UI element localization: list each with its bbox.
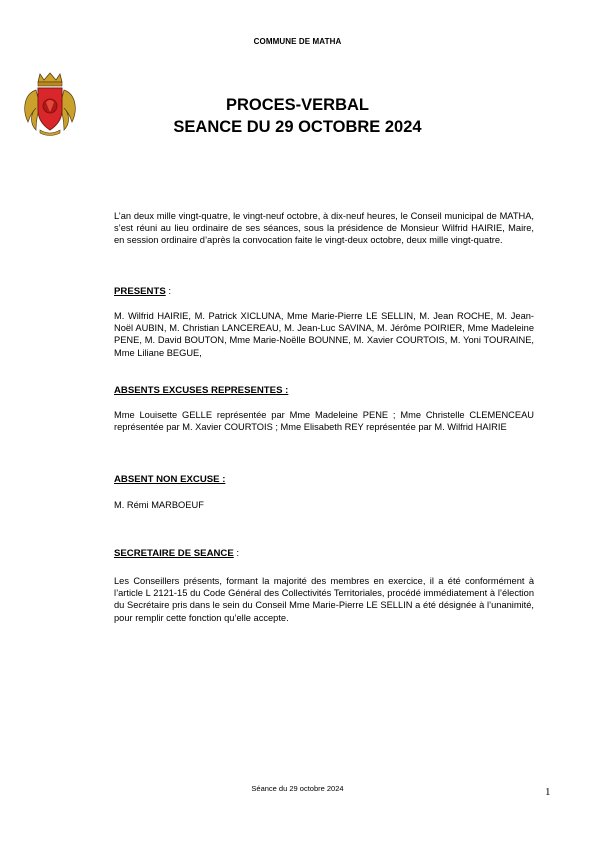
footer-text: Séance du 29 octobre 2024: [251, 784, 344, 793]
presents-heading-colon: :: [165, 286, 172, 297]
commune-header: COMMUNE DE MATHA: [253, 37, 342, 46]
absents-excuses-heading: [114, 385, 288, 396]
document-subtitle: SEANCE DU 29 OCTOBRE 2024: [173, 118, 422, 136]
absent-non-excuse-heading: [114, 474, 225, 485]
secretaire-heading-label: SECRETAIRE DE SEANCE: [114, 548, 234, 559]
absent-non-excuse-heading-label: ABSENT NON EXCUSE :: [114, 474, 226, 485]
presents-list: M. Wilfrid HAIRIE, M. Patrick XICLUNA, Mme Marie-Pierre LE SELLIN, M. Jean ROCHE, M. Jean-Noël AUBIN, M. Christian LANCEREAU, M. Jean-Luc SAVINA, M. Jérôme POIRIER, Mme Madeleine PENE, M. David BOUTON, Mme Marie-Noëlle BOUNNE, M. Xavier COURTOIS, M. Yoni TOURAINE, Mme Liliane BEGUE,: [114, 311, 534, 358]
absent-non-excuse-text: M. Rémi MARBOEUF: [114, 500, 204, 510]
absents-excuses-heading-label: ABSENTS EXCUSES REPRESENTES :: [114, 385, 289, 396]
presents-heading: [114, 286, 171, 297]
document-title: PROCES-VERBAL: [225, 96, 369, 114]
secretaire-heading-colon: :: [233, 548, 240, 559]
presents-heading-label: PRESENTS: [114, 286, 166, 297]
secretaire-text: Les Conseillers présents, formant la majorité des membres en exercice, il a été conformément à l’article L 2121-15 du Code Général des Collectivités Territoriales, procédé immédiatement à l’élection du Secrétaire pris dans le sein du Conseil Mme Marie-Pierre LE SELLIN a été désignée à l’unanimité, pour remplir cette fonction qu’elle accepte.: [114, 576, 534, 623]
absents-excuses-text: Mme Louisette GELLE représentée par Mme Madeleine PENE ; Mme Christelle CLEMENCEAU représentée par M. Xavier COURTOIS ; Mme Elisabeth REY représentée par M. Wilfrid HAIRIE: [114, 410, 534, 433]
secretaire-heading: [114, 548, 239, 559]
intro-paragraph: L’an deux mille vingt-quatre, le vingt-neuf octobre, à dix-neuf heures, le Conseil municipal de MATHA, s’est réuni au lieu ordinaire de ses séances, sous la présidence de Monsieur Wilfrid HAIRIE, Maire, en session ordinaire d’après la convocation faite le vingt-deux octobre, deux mille vingt-quatre.: [114, 211, 534, 246]
page-number: 1: [545, 786, 551, 798]
